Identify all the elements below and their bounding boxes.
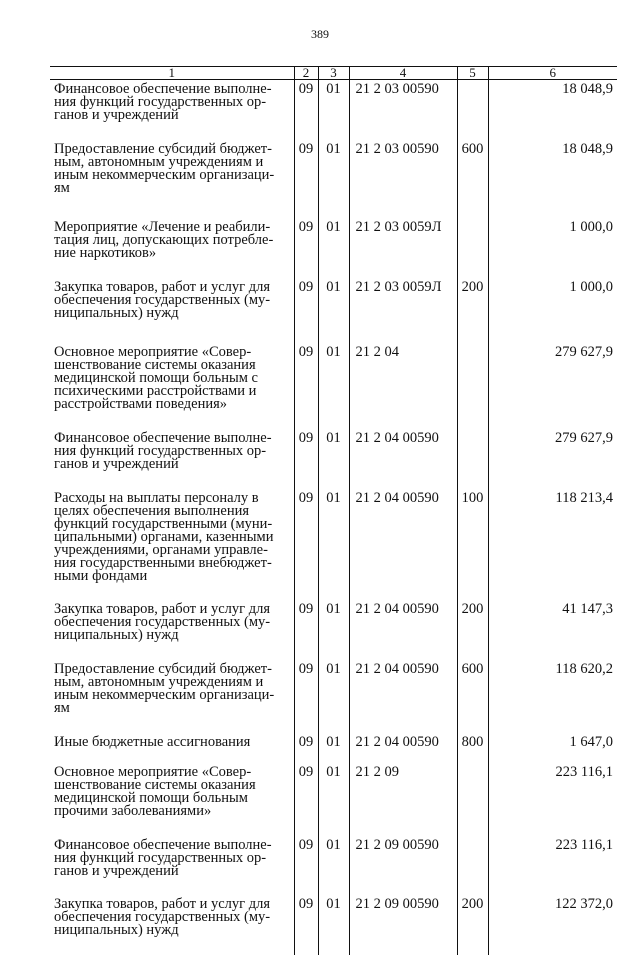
subsection-code: 01 — [318, 733, 349, 749]
page-number: 389 — [0, 27, 640, 42]
row-description — [50, 489, 294, 583]
column-header: 3 — [318, 67, 349, 80]
table-row — [50, 836, 617, 878]
expense-type-code — [457, 836, 488, 878]
description-line: ние наркотиков» — [54, 247, 290, 260]
description-line: ным, автономным учреждениям и — [54, 676, 290, 689]
amount-value: 118 213,4 — [488, 489, 617, 583]
description-line: Финансовое обеспечение выполне- — [54, 839, 290, 852]
target-article-code: 21 2 03 00590 — [349, 80, 457, 123]
row-description — [50, 895, 294, 937]
subsection-code: 01 — [318, 600, 349, 642]
description-line: Основное мероприятие «Совер- — [54, 766, 290, 779]
expense-type-code — [457, 218, 488, 260]
row-spacer — [50, 195, 617, 218]
row-description — [50, 343, 294, 411]
amount-value: 118 620,2 — [488, 660, 617, 715]
section-code: 09 — [294, 218, 318, 260]
target-article-code: 21 2 04 00590 — [349, 600, 457, 642]
subsection-code: 01 — [318, 343, 349, 411]
table-row — [50, 600, 617, 642]
description-line: психическими расстройствами и — [54, 385, 290, 398]
expense-type-code — [457, 429, 488, 471]
row-description — [50, 278, 294, 320]
table-row — [50, 763, 617, 818]
section-code: 09 — [294, 80, 318, 123]
subsection-code: 01 — [318, 140, 349, 195]
description-line: Иные бюджетные ассигнования — [54, 736, 290, 749]
amount-value: 1 000,0 — [488, 278, 617, 320]
description-line: ниципальных) нужд — [54, 924, 290, 937]
row-spacer — [50, 471, 617, 489]
row-spacer — [50, 818, 617, 836]
table-row — [50, 429, 617, 471]
row-spacer — [50, 715, 617, 733]
expense-type-code — [457, 80, 488, 123]
target-article-code: 21 2 04 00590 — [349, 489, 457, 583]
row-description — [50, 763, 294, 818]
subsection-code: 01 — [318, 763, 349, 818]
description-line: обеспечения государственных (му- — [54, 911, 290, 924]
section-code: 09 — [294, 343, 318, 411]
target-article-code: 21 2 03 0059Л — [349, 218, 457, 260]
description-line: Закупка товаров, работ и услуг для — [54, 603, 290, 616]
row-description — [50, 836, 294, 878]
row-description — [50, 429, 294, 471]
table-row — [50, 80, 617, 123]
target-article-code: 21 2 04 00590 — [349, 733, 457, 749]
column-header: 6 — [488, 67, 617, 80]
expense-type-code — [457, 763, 488, 818]
target-article-code: 21 2 04 00590 — [349, 660, 457, 715]
row-description — [50, 733, 294, 749]
target-article-code: 21 2 04 00590 — [349, 429, 457, 471]
expense-type-code — [457, 343, 488, 411]
description-line: целях обеспечения выполнения — [54, 505, 290, 518]
description-line: ям — [54, 182, 290, 195]
description-line: ганов и учреждений — [54, 865, 290, 878]
table-row — [50, 278, 617, 320]
row-description — [50, 660, 294, 715]
row-spacer — [50, 320, 617, 343]
row-description — [50, 80, 294, 123]
description-line: Закупка товаров, работ и услуг для — [54, 281, 290, 294]
subsection-code: 01 — [318, 489, 349, 583]
description-line: ганов и учреждений — [54, 458, 290, 471]
amount-value: 18 048,9 — [488, 140, 617, 195]
description-line: ния функций государственных ор- — [54, 852, 290, 865]
amount-value: 18 048,9 — [488, 80, 617, 123]
expense-type-code: 100 — [457, 489, 488, 583]
row-spacer — [50, 878, 617, 895]
section-code: 09 — [294, 140, 318, 195]
amount-value: 122 372,0 — [488, 895, 617, 937]
description-line: иным некоммерческим организаци- — [54, 169, 290, 182]
section-code: 09 — [294, 836, 318, 878]
table-row — [50, 489, 617, 583]
expense-type-code: 200 — [457, 600, 488, 642]
subsection-code: 01 — [318, 895, 349, 937]
column-header: 1 — [50, 67, 294, 80]
expense-type-code: 600 — [457, 140, 488, 195]
description-line: медицинской помощи больным — [54, 792, 290, 805]
table-row — [50, 733, 617, 749]
expense-type-code: 200 — [457, 895, 488, 937]
row-spacer — [50, 122, 617, 140]
description-line: ципальными) органами, казенными — [54, 531, 290, 544]
section-code: 09 — [294, 895, 318, 937]
column-header: 4 — [349, 67, 457, 80]
target-article-code: 21 2 04 — [349, 343, 457, 411]
table-row — [50, 140, 617, 195]
description-line: Предоставление субсидий бюджет- — [54, 143, 290, 156]
description-line: медицинской помощи больным с — [54, 372, 290, 385]
description-line: обеспечения государственных (му- — [54, 294, 290, 307]
table-row — [50, 343, 617, 411]
target-article-code: 21 2 09 00590 — [349, 895, 457, 937]
table-row — [50, 895, 617, 937]
description-line: Предоставление субсидий бюджет- — [54, 663, 290, 676]
description-line: Мероприятие «Лечение и реабили- — [54, 221, 290, 234]
amount-value: 223 116,1 — [488, 763, 617, 818]
row-spacer — [50, 583, 617, 600]
section-code: 09 — [294, 600, 318, 642]
table-body — [50, 80, 617, 955]
section-code: 09 — [294, 763, 318, 818]
target-article-code: 21 2 09 00590 — [349, 836, 457, 878]
subsection-code: 01 — [318, 836, 349, 878]
row-description — [50, 600, 294, 642]
target-article-code: 21 2 09 — [349, 763, 457, 818]
description-line: ганов и учреждений — [54, 109, 290, 122]
description-line: ниципальных) нужд — [54, 629, 290, 642]
description-line: шенствование системы оказания — [54, 779, 290, 792]
section-code: 09 — [294, 429, 318, 471]
description-line: Закупка товаров, работ и услуг для — [54, 898, 290, 911]
description-line: ям — [54, 702, 290, 715]
row-spacer — [50, 937, 617, 955]
amount-value: 223 116,1 — [488, 836, 617, 878]
column-header: 2 — [294, 67, 318, 80]
amount-value: 1 000,0 — [488, 218, 617, 260]
description-line: шенствование системы оказания — [54, 359, 290, 372]
description-line: функций государственными (муни- — [54, 518, 290, 531]
amount-value: 279 627,9 — [488, 343, 617, 411]
subsection-code: 01 — [318, 660, 349, 715]
amount-value: 41 147,3 — [488, 600, 617, 642]
description-line: ния функций государственных ор- — [54, 445, 290, 458]
description-line: обеспечения государственных (му- — [54, 616, 290, 629]
table-row — [50, 660, 617, 715]
table-header-row — [50, 67, 617, 80]
column-header: 5 — [457, 67, 488, 80]
target-article-code: 21 2 03 0059Л — [349, 278, 457, 320]
description-line: учреждениями, органами управле- — [54, 544, 290, 557]
subsection-code: 01 — [318, 218, 349, 260]
row-description — [50, 140, 294, 195]
expense-type-code: 800 — [457, 733, 488, 749]
row-spacer — [50, 260, 617, 278]
description-line: расстройствами поведения» — [54, 398, 290, 411]
table-row — [50, 218, 617, 260]
description-line: иным некоммерческим организаци- — [54, 689, 290, 702]
description-line: ными фондами — [54, 570, 290, 583]
description-line: ным, автономным учреждениям и — [54, 156, 290, 169]
amount-value: 1 647,0 — [488, 733, 617, 749]
subsection-code: 01 — [318, 429, 349, 471]
target-article-code: 21 2 03 00590 — [349, 140, 457, 195]
description-line: прочими заболеваниями» — [54, 805, 290, 818]
description-line: Основное мероприятие «Совер- — [54, 346, 290, 359]
description-line: Финансовое обеспечение выполне- — [54, 83, 290, 96]
section-code: 09 — [294, 660, 318, 715]
description-line: ниципальных) нужд — [54, 307, 290, 320]
section-code: 09 — [294, 278, 318, 320]
budget-table — [50, 66, 617, 955]
description-line: ния государственными внебюджет- — [54, 557, 290, 570]
section-code: 09 — [294, 733, 318, 749]
description-line: Расходы на выплаты персоналу в — [54, 492, 290, 505]
description-line: Финансовое обеспечение выполне- — [54, 432, 290, 445]
subsection-code: 01 — [318, 80, 349, 123]
section-code: 09 — [294, 489, 318, 583]
row-spacer — [50, 411, 617, 429]
description-line: ния функций государственных ор- — [54, 96, 290, 109]
expense-type-code: 200 — [457, 278, 488, 320]
amount-value: 279 627,9 — [488, 429, 617, 471]
subsection-code: 01 — [318, 278, 349, 320]
expense-type-code: 600 — [457, 660, 488, 715]
row-description — [50, 218, 294, 260]
row-spacer — [50, 749, 617, 763]
row-spacer — [50, 642, 617, 660]
description-line: тация лиц, допускающих потребле- — [54, 234, 290, 247]
